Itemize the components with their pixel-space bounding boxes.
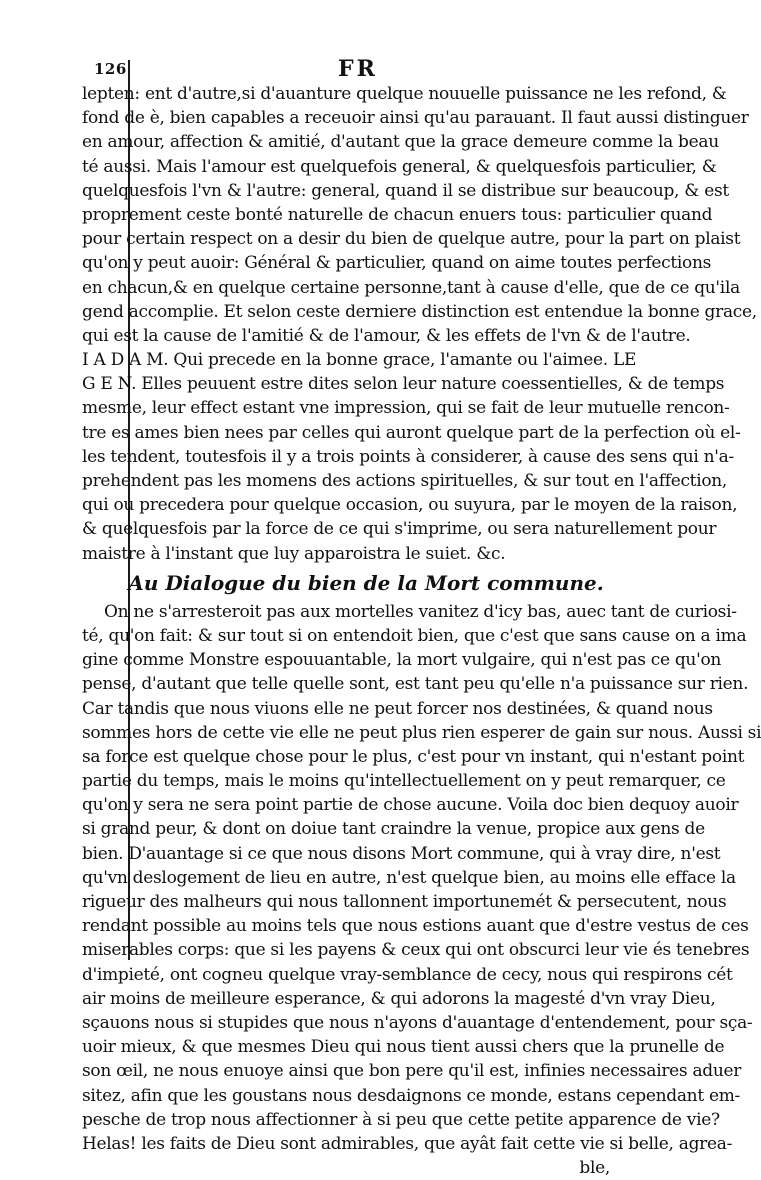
text-line: qu'vn deslogement de lieu en autre, n'est quelque bien, au moins elle efface la <box>82 867 736 888</box>
text-line: miserables corps: que si les payens & ceux qui ont obscurci leur vie és tenebres <box>82 940 750 961</box>
text-line: sitez, afin que les goustans nous desdaignons ce monde, estans cependant em- <box>82 1085 740 1106</box>
text-line: air moins de meilleure esperance, & qui adorons la magesté d'vn vray Dieu, <box>82 988 716 1009</box>
text-line: bien. D'auantage si ce que nous disons Mort commune, qui à vray dire, n'est <box>82 843 721 864</box>
text-line: Car tandis que nous viuons elle ne peut forcer nos destinées, & quand nous <box>82 698 713 719</box>
text-line: qui est la cause de l'amitié & de l'amour, & les effets de l'vn & de l'autre. <box>82 325 691 346</box>
text-line: té, qu'on fait: & sur tout si on entendoit bien, que c'est que sans cause on a ima <box>82 625 747 646</box>
running-head: FR <box>338 56 378 82</box>
text-block <box>82 82 761 1180</box>
section-two <box>82 600 761 1180</box>
page-number: 126 <box>94 60 127 78</box>
text-line: les tendent, toutesfois il y a trois points à considerer, à cause des sens qui n'a- <box>82 446 734 467</box>
text-line: en chacun,& en quelque certaine personne,tant à cause d'elle, que de ce qu'ila <box>82 277 740 298</box>
text-line: sçauons nous si stupides que nous n'ayons d'auantage d'entendement, pour sça- <box>82 1012 753 1033</box>
text-line: Helas! les faits de Dieu sont admirables, que ayât fait cette vie si belle, agrea- <box>82 1133 733 1154</box>
text-line: mesme, leur effect estant vne impression, qui se fait de leur mutuelle rencon- <box>82 398 730 419</box>
text-line: en amour, affection & amitié, d'autant que la grace demeure comme la beau <box>82 132 719 153</box>
text-line: pesche de trop nous affectionner à si peu que cette petite apparence de vie? <box>82 1109 720 1130</box>
text-line: proprement ceste bonté naturelle de chacun enuers tous: particulier quand <box>82 204 713 225</box>
speaker-line: I A D A M. Qui precede en la bonne grace, l'amante ou l'aimee. LE <box>82 350 637 371</box>
text-line: gine comme Monstre espouuantable, la mort vulgaire, qui n'est pas ce qu'on <box>82 650 722 671</box>
text-line: rendant possible au moins tels que nous estions auant que d'estre vestus de ces <box>82 916 749 937</box>
text-line: qu'on y peut auoir: Général & particulier, quand on aime toutes perfections <box>82 253 712 274</box>
text-line: rigueur des malheurs qui nous tallonnent importunemét & persecutent, nous <box>82 892 727 912</box>
text-line: lepten: ent d'autre,si d'auanture quelque nouuelle puissance ne les refond, & <box>82 84 727 104</box>
text-line: pense, d'autant que telle quelle sont, est tant peu qu'elle n'a puissance sur rien. <box>82 674 749 695</box>
text-line: fond de è, bien capables a receuoir ainsi qu'au parauant. Il faut aussi distinguer <box>82 108 749 129</box>
text-line: qui ou precedera pour quelque occasion, ou suyura, par le moyen de la raison, <box>82 495 738 516</box>
text-line: uoir mieux, & que mesmes Dieu qui nous tient aussi chers que la prunelle de <box>82 1037 725 1058</box>
text-line: si grand peur, & dont on doiue tant craindre la venue, propice aux gens de <box>82 819 705 840</box>
text-line: & quelquesfois par la force de ce qui s'imprime, ou sera naturellement pour <box>82 519 717 540</box>
catchword: ble, <box>579 1158 610 1179</box>
section-heading: Au Dialogue du bien de la Mort commune. <box>128 570 604 595</box>
text-line: prehendent pas les momens des actions spirituelles, & sur tout en l'affection, <box>82 471 728 491</box>
text-line: sa force est quelque chose pour le plus, c'est pour vn instant, qui n'estant point <box>82 746 745 767</box>
text-line: son œil, ne nous enuoye ainsi que bon pere qu'il est, infinies necessaires aduer <box>82 1061 742 1082</box>
text-line: qu'on y sera ne sera point partie de chose aucune. Voila doc bien dequoy auoir <box>82 795 739 816</box>
text-line: sommes hors de cette vie elle ne peut plus rien esperer de gain sur nous. Aussi si <box>82 722 761 743</box>
text-line: pour certain respect on a desir du bien de quelque autre, pour la part on plaist <box>82 229 741 250</box>
text-line: gend accomplie. Et selon ceste derniere distinction est entendue la bonne grace, <box>82 301 757 322</box>
text-line: maistre à l'instant que luy apparoistra le suiet. &c. <box>82 543 506 564</box>
text-line: G E N. Elles peuuent estre dites selon leur nature coessentielles, & de temps <box>82 374 725 395</box>
text-line: d'impieté, ont cogneu quelque vray-semblance de cecy, nous qui respirons cét <box>82 964 733 985</box>
text-line: On ne s'arresteroit pas aux mortelles vanitez d'icy bas, auec tant de curiosi- <box>104 601 737 622</box>
text-line: té aussi. Mais l'amour est quelquefois general, & quelquesfois particulier, & <box>82 156 717 177</box>
text-line: partie du temps, mais le moins qu'intellectuellement on y peut remarquer, ce <box>82 771 726 792</box>
section-one <box>82 82 757 566</box>
text-line: quelquesfois l'vn & l'autre: general, quand il se distribue sur beaucoup, & est <box>82 180 729 201</box>
text-line: tre es ames bien nees par celles qui auront quelque part de la perfection où el- <box>82 422 741 443</box>
